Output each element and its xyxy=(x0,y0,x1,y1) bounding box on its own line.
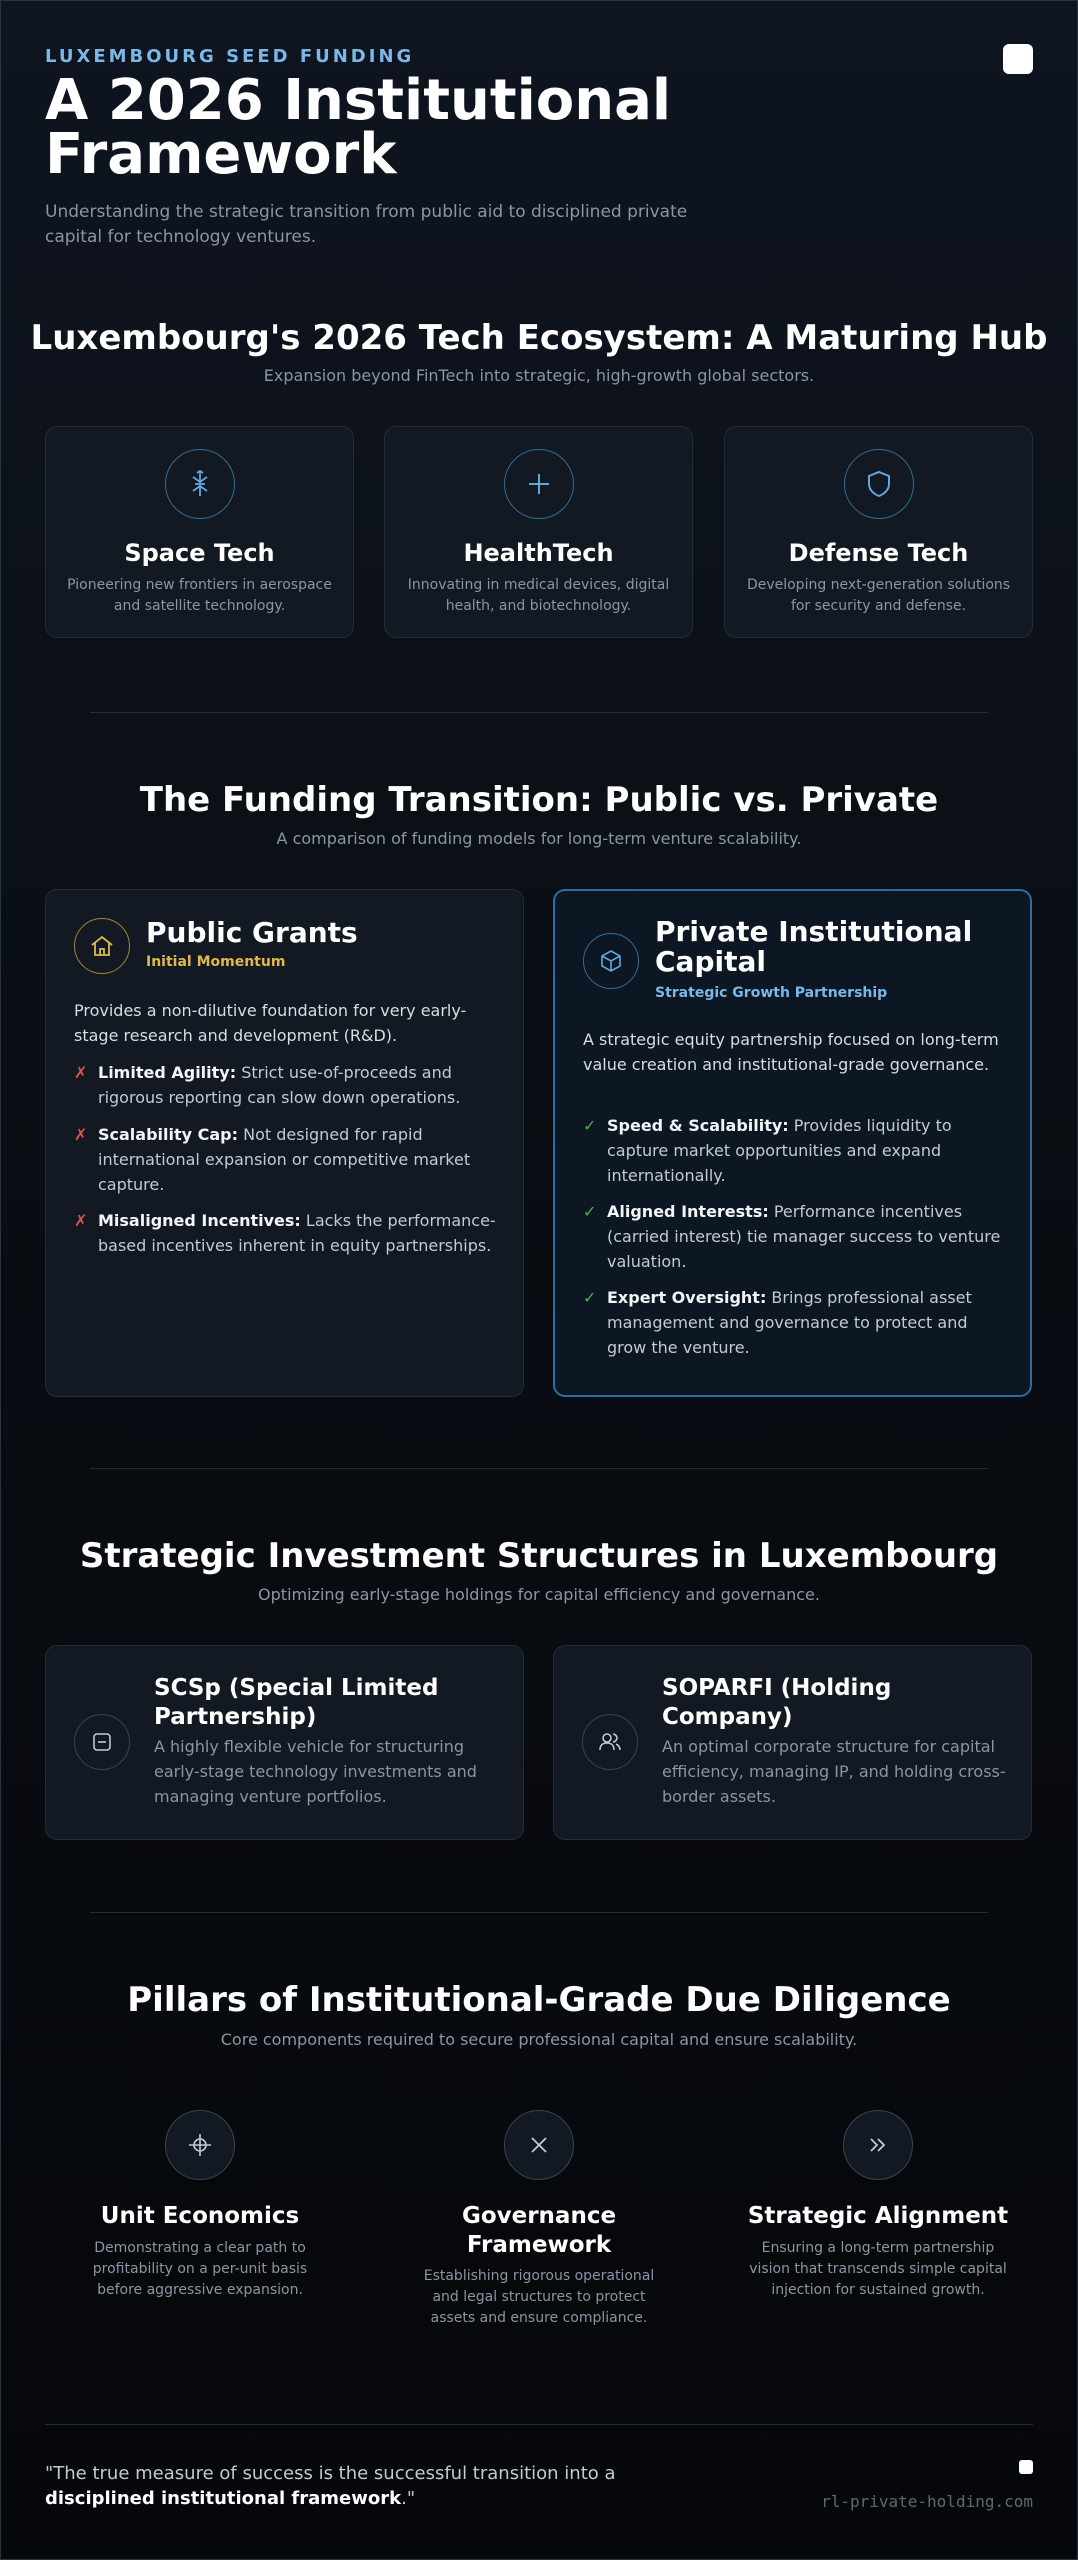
users-icon xyxy=(582,1714,638,1770)
private-capital-point xyxy=(583,1285,1006,1360)
quote-emphasis: disciplined institutional framework xyxy=(45,2488,402,2509)
funding-subtitle: A comparison of funding models for long-term venture scalability. xyxy=(276,829,802,848)
public-grants-tag: Initial Momentum xyxy=(146,954,286,970)
pillar-desc: Demonstrating a clear path to profitability on a per-unit basis before aggressive expansion. xyxy=(92,2240,308,2298)
private-capital-point xyxy=(583,1199,1006,1274)
pillar-name: Governance Framework xyxy=(461,2203,617,2258)
footer-url[interactable]: rl-private-holding.com xyxy=(821,2492,1033,2511)
footer-divider xyxy=(45,2424,1033,2425)
structure-card-title: SOPARFI (Holding Company) xyxy=(662,1675,892,1730)
page-subtitle: Understanding the strategic transition from public aid to disciplined private capital for technology ventures. xyxy=(45,202,688,247)
ecosystem-card-desc: Developing next-generation solutions for security and defense. xyxy=(746,577,1011,614)
double-chevron-icon xyxy=(843,2110,913,2180)
private-capital-point xyxy=(583,1113,1006,1188)
cross-icon: ✗ xyxy=(74,1063,88,1082)
footer-logo-mark xyxy=(1019,2460,1033,2474)
public-grants-desc: Provides a non-dilutive foundation for very early-stage research and development (R&D). xyxy=(74,1001,467,1045)
public-grants-title: Public Grants xyxy=(146,916,358,949)
point-text: Not designed for rapid international expansion or competitive market capture. xyxy=(98,1125,471,1194)
quote-start: "The true measure of success is the successful transition into a xyxy=(45,2463,616,2484)
ecosystem-card-defense xyxy=(724,426,1033,638)
ecosystem-title: Luxembourg's 2026 Tech Ecosystem: A Maturing Hub xyxy=(30,318,1048,358)
point-text: Performance incentives (carried interest) tie manager success to venture valuation. xyxy=(607,1202,1001,1271)
cross-icon: ✗ xyxy=(74,1125,88,1144)
point-label: Misaligned Incentives: xyxy=(98,1211,301,1230)
private-capital-title: Private Institutional Capital xyxy=(655,915,973,978)
quote-end: ." xyxy=(401,2488,416,2509)
ecosystem-subtitle: Expansion beyond FinTech into strategic, high-growth global sectors. xyxy=(263,366,815,385)
private-capital-tag: Strategic Growth Partnership xyxy=(655,985,888,1001)
point-label: Scalability Cap: xyxy=(98,1125,239,1144)
section-divider xyxy=(90,712,988,713)
ecosystem-card-desc: Innovating in medical devices, digital health, and biotechnology. xyxy=(407,577,670,614)
point-label: Speed & Scalability: xyxy=(607,1116,789,1135)
public-grants-point xyxy=(74,1060,499,1110)
structure-card-title: SCSp (Special Limited Partnership) xyxy=(154,1675,439,1730)
pillars-title: Pillars of Institutional-Grade Due Diligence xyxy=(127,1980,951,2020)
structure-card-desc: An optimal corporate structure for capital efficiency, managing IP, and holding cross-border assets. xyxy=(662,1737,1006,1806)
point-text: Brings professional asset management and governance to protect and grow the venture. xyxy=(607,1288,972,1357)
check-icon: ✓ xyxy=(583,1116,597,1135)
crosshair-icon xyxy=(165,2110,235,2180)
eyebrow: LUXEMBOURG SEED FUNDING xyxy=(45,46,415,67)
ecosystem-card-name: Defense Tech xyxy=(788,539,969,567)
point-label: Aligned Interests: xyxy=(607,1202,769,1221)
pillar-name: Unit Economics xyxy=(100,2203,300,2229)
logo-mark xyxy=(1003,44,1033,74)
point-text: Strict use-of-proceeds and rigorous reporting can slow down operations. xyxy=(98,1063,461,1107)
section-divider xyxy=(90,1912,988,1913)
pillar-desc: Establishing rigorous operational and legal structures to protect assets and ensure compliance. xyxy=(423,2268,655,2326)
private-capital-desc: A strategic equity partnership focused on long-term value creation and institutional-grade governance. xyxy=(583,1030,999,1074)
funding-title: The Funding Transition: Public vs. Private xyxy=(139,780,939,820)
cube-icon xyxy=(583,933,639,989)
ecosystem-card-name: HealthTech xyxy=(463,539,614,567)
shield-icon xyxy=(844,449,914,519)
structures-title: Strategic Investment Structures in Luxembourg xyxy=(79,1536,999,1576)
page-title: A 2026 Institutional Framework xyxy=(45,68,672,187)
private-capital-card xyxy=(553,889,1032,1397)
x-icon xyxy=(504,2110,574,2180)
pillars-subtitle: Core components required to secure professional capital and ensure scalability. xyxy=(220,2030,858,2049)
public-grants-card xyxy=(45,889,524,1397)
satellite-icon xyxy=(165,449,235,519)
section-divider xyxy=(90,1468,988,1469)
point-label: Limited Agility: xyxy=(98,1063,237,1082)
ecosystem-card-name: Space Tech xyxy=(124,539,275,567)
footer-quote xyxy=(45,2461,685,2511)
pillar-desc: Ensuring a long-term partnership vision that transcends simple capital injection for sustained growth. xyxy=(749,2240,1007,2298)
point-text: Lacks the performance-based incentives inherent in equity partnerships. xyxy=(98,1211,496,1255)
structure-card-desc: A highly flexible vehicle for structuring early-stage technology investments and managing venture portfolios. xyxy=(154,1737,477,1806)
public-grants-point xyxy=(74,1208,499,1258)
ecosystem-card-space xyxy=(45,426,354,638)
point-label: Expert Oversight: xyxy=(607,1288,767,1307)
minus-box-icon xyxy=(74,1714,130,1770)
check-icon: ✓ xyxy=(583,1202,597,1221)
structure-card-scsp xyxy=(45,1645,524,1840)
check-icon: ✓ xyxy=(583,1288,597,1307)
structures-subtitle: Optimizing early-stage holdings for capital efficiency and governance. xyxy=(258,1585,820,1604)
cross-icon: ✗ xyxy=(74,1211,88,1230)
structure-card-soparfi xyxy=(553,1645,1032,1840)
home-icon xyxy=(74,918,130,974)
public-grants-point xyxy=(74,1122,499,1197)
plus-icon xyxy=(504,449,574,519)
ecosystem-card-health xyxy=(384,426,693,638)
ecosystem-card-desc: Pioneering new frontiers in aerospace and satellite technology. xyxy=(67,577,332,614)
pillar-name: Strategic Alignment xyxy=(747,2203,1009,2229)
point-text: Provides liquidity to capture market opportunities and expand internationally. xyxy=(607,1116,952,1185)
